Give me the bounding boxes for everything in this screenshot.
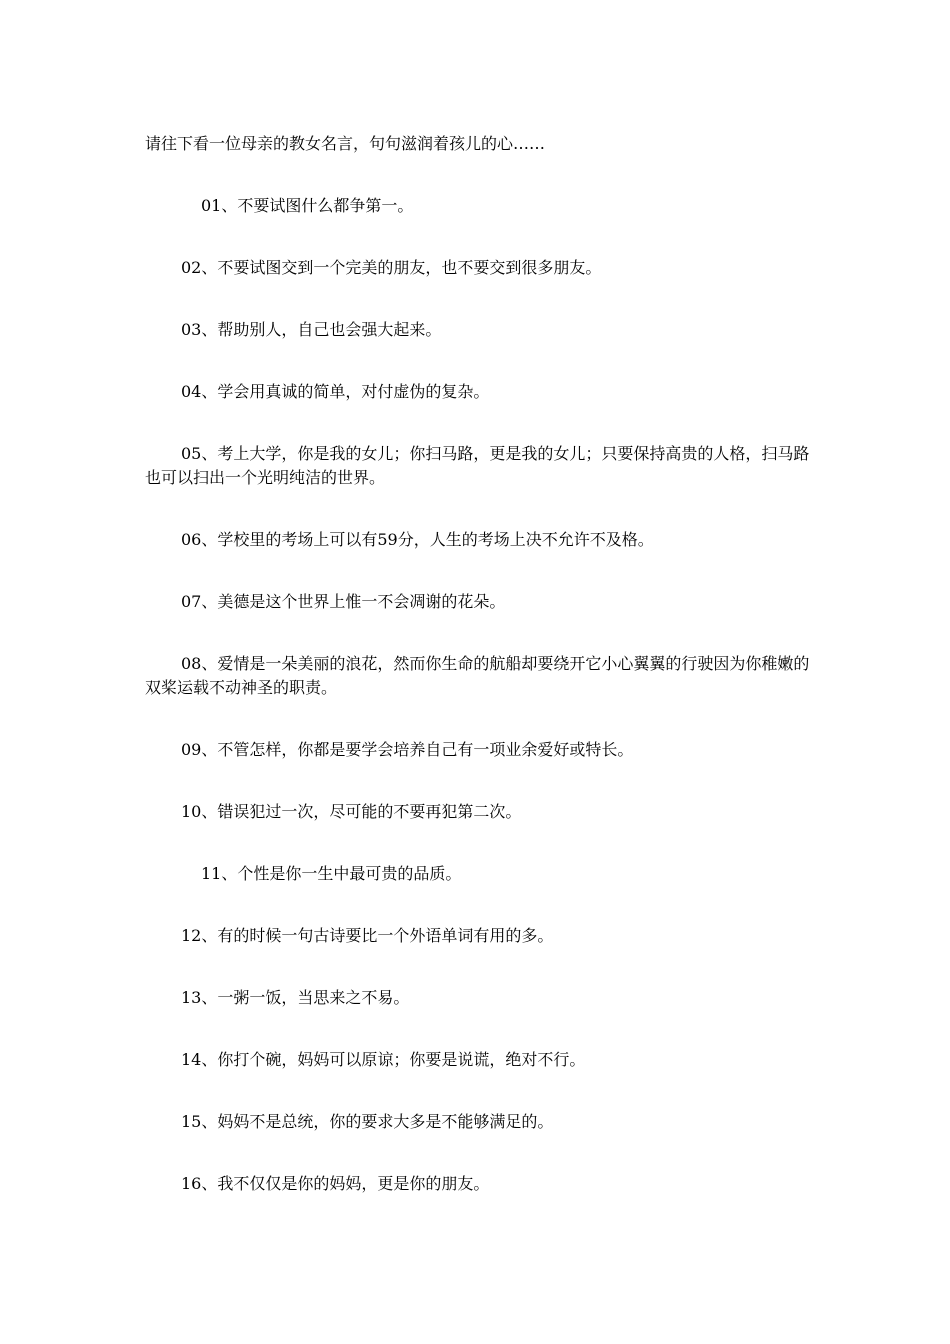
list-item: 09、不管怎样，你都是要学会培养自己有一项业余爱好或特长。 [181, 740, 634, 759]
list-item: 08、爱情是一朵美丽的浪花，然而你生命的航船却要绕开它小心翼翼的行驶因为你稚嫩的双桨运载不动神圣的职责。 [145, 654, 810, 697]
list-item: 12、有的时候一句古诗要比一个外语单词有用的多。 [181, 926, 554, 945]
list-item: 11、个性是你一生中最可贵的品质。 [201, 864, 462, 883]
list-item: 16、我不仅仅是你的妈妈，更是你的朋友。 [181, 1174, 490, 1193]
list-item: 03、帮助别人，自己也会强大起来。 [181, 320, 442, 339]
list-item: 02、不要试图交到一个完美的朋友，也不要交到很多朋友。 [181, 258, 602, 277]
list-item: 04、学会用真诚的简单，对付虚伪的复杂。 [181, 382, 490, 401]
list-item: 06、学校里的考场上可以有59分，人生的考场上决不允许不及格。 [181, 530, 654, 549]
list-item: 07、美德是这个世界上惟一不会凋谢的花朵。 [181, 592, 506, 611]
list-item: 05、考上大学，你是我的女儿；你扫马路，更是我的女儿；只要保持高贵的人格，扫马路也可以扫出一个光明纯洁的世界。 [145, 444, 810, 487]
list-item: 13、一粥一饭，当思来之不易。 [181, 988, 410, 1007]
list-item: 01、不要试图什么都争第一。 [201, 196, 414, 215]
list-item: 14、你打个碗，妈妈可以原谅；你要是说谎，绝对不行。 [181, 1050, 586, 1069]
intro-paragraph: 请往下看一位母亲的教女名言，句句滋润着孩儿的心…… [145, 134, 546, 153]
list-item: 15、妈妈不是总统，你的要求大多是不能够满足的。 [181, 1112, 554, 1131]
list-item: 10、错误犯过一次，尽可能的不要再犯第二次。 [181, 802, 522, 821]
